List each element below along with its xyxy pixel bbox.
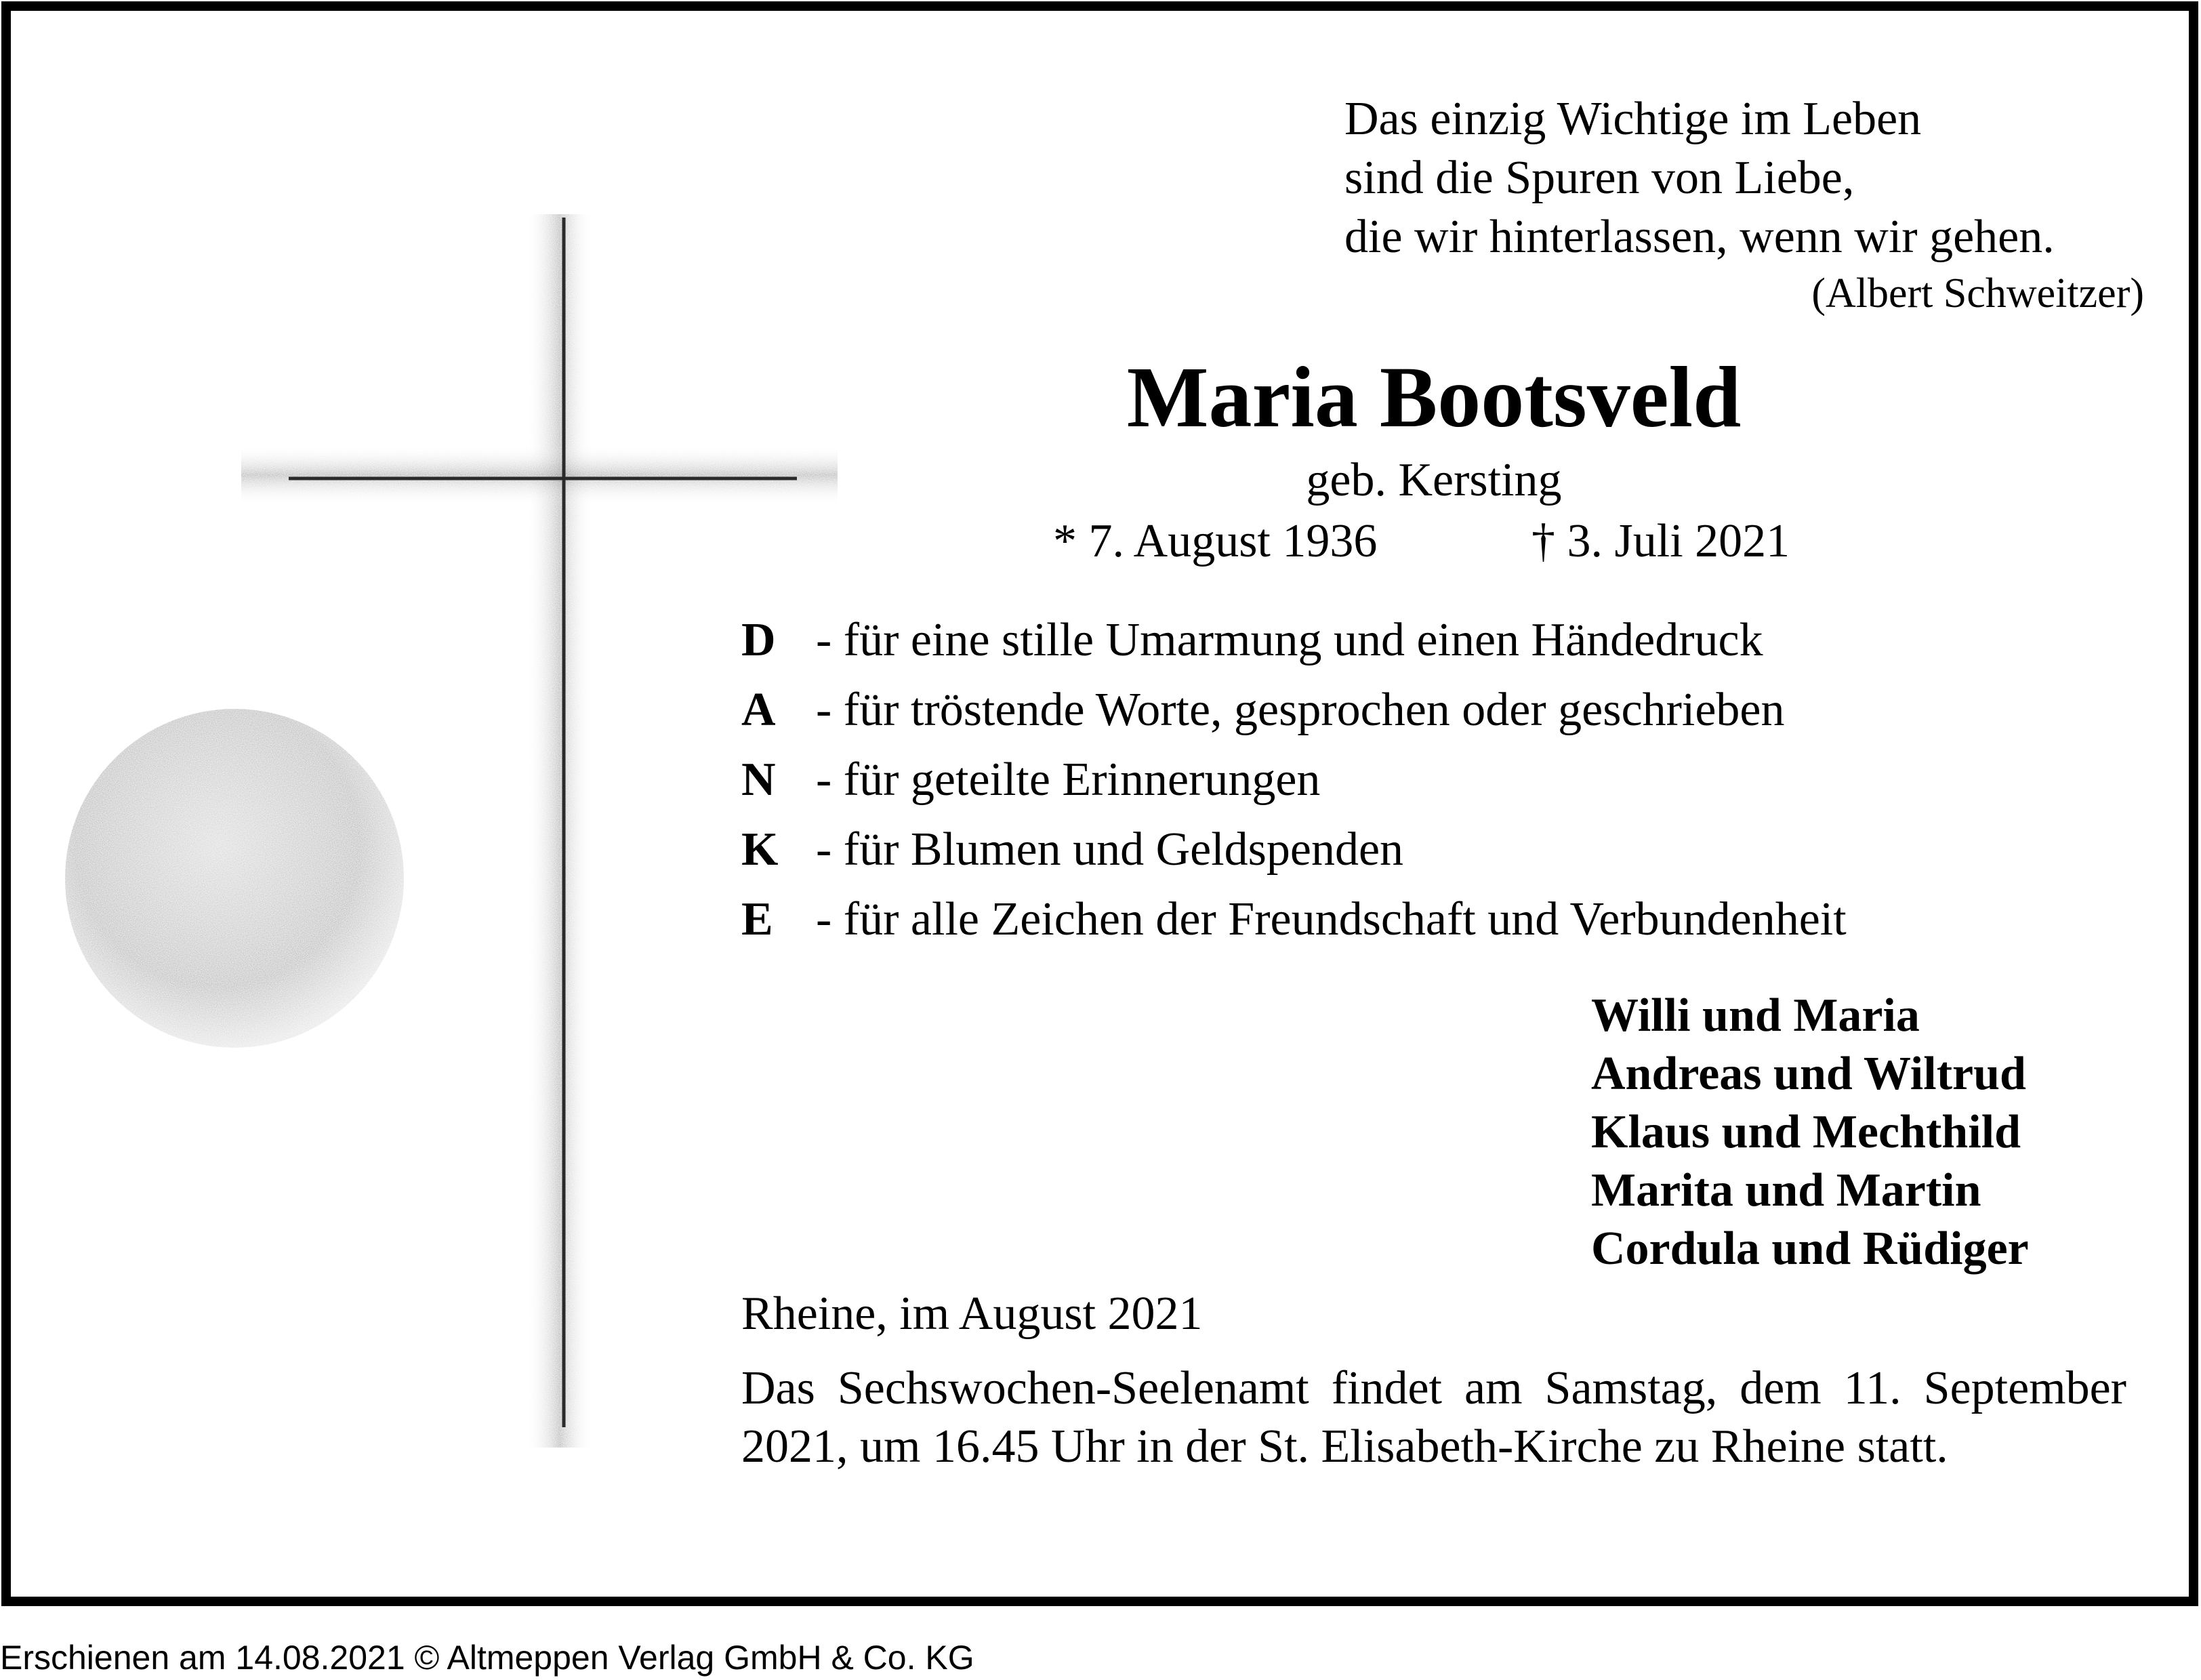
thanks-letter: A	[741, 684, 776, 736]
thanks-text: - für geteilte Erinnerungen	[816, 754, 1321, 806]
thanks-text: - für eine stille Umarmung und einen Händedruck	[816, 614, 1763, 666]
family-signatures	[1591, 987, 2029, 1278]
thanks-letter: K	[741, 823, 779, 876]
quote-line: Das einzig Wichtige im Leben	[1344, 93, 1922, 145]
death-date: † 3. Juli 2021	[1531, 515, 1790, 567]
family-member: Marita und Martin	[1591, 1164, 1981, 1216]
thanks-row	[741, 821, 2151, 890]
thanks-text: - für Blumen und Geldspenden	[816, 823, 1404, 876]
thanks-row	[741, 751, 2151, 821]
thanks-list	[741, 611, 2151, 960]
family-member: Willi und Maria	[1591, 989, 1920, 1042]
thanks-row	[741, 890, 2151, 960]
cross-and-sun-illustration	[38, 187, 851, 1448]
publication-footer: Erschienen am 14.08.2021 © Altmeppen Verlag GmbH & Co. KG	[0, 1639, 974, 1677]
thanks-row	[741, 611, 2151, 681]
deceased-name: Maria Bootsveld	[1126, 349, 1742, 445]
family-member: Cordula und Rüdiger	[1591, 1223, 2029, 1275]
thanks-letter: D	[741, 614, 776, 666]
service-notice: Das Sechswochen-Seelenamt findet am Samstag, dem 11. September 2021, um 16.45 Uhr in der St. Elisabeth-Kirche zu Rheine statt.	[741, 1362, 2126, 1473]
family-member: Andreas und Wiltrud	[1591, 1048, 2026, 1100]
thanks-row	[741, 681, 2151, 751]
thanks-letter: E	[741, 893, 773, 945]
thanks-text: - für tröstende Worte, gesprochen oder geschrieben	[816, 684, 1785, 736]
quote-block	[1344, 89, 2144, 321]
quote-author: (Albert Schweitzer)	[1811, 270, 2144, 316]
obituary-frame	[1, 1, 2198, 1606]
family-member: Klaus und Mechthild	[1591, 1106, 2021, 1158]
birth-name: geb. Kersting	[1306, 454, 1562, 506]
quote-line: die wir hinterlassen, wenn wir gehen.	[1344, 211, 2055, 263]
thanks-letter: N	[741, 754, 776, 806]
birth-date: * 7. August 1936	[1053, 515, 1378, 567]
quote-line: sind die Spuren von Liebe,	[1344, 152, 1855, 204]
thanks-text: - für alle Zeichen der Freundschaft und Verbundenheit	[816, 893, 1847, 945]
sun-circle	[65, 709, 404, 1048]
place-date: Rheine, im August 2021	[741, 1288, 1203, 1340]
